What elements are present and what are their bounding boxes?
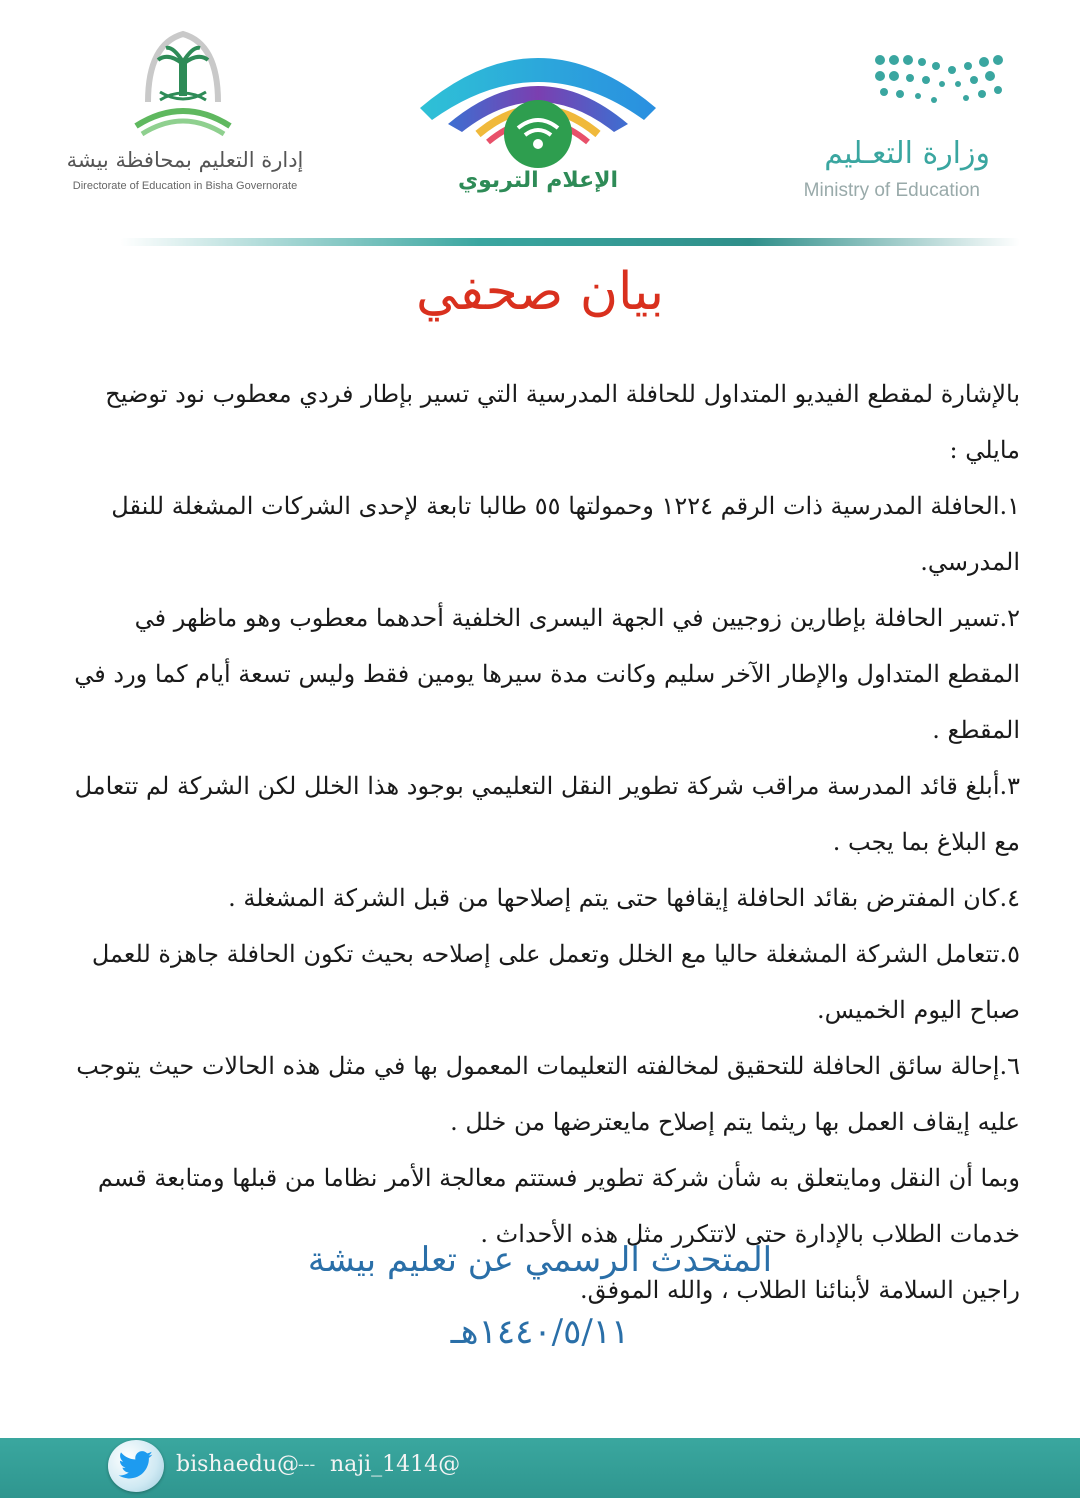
- letterhead: [0, 0, 1080, 250]
- media-eye-wifi-icon: [408, 38, 668, 178]
- footer-handle-bishaedu[interactable]: bishaedu@: [176, 1452, 299, 1477]
- point-2: ٢.تسير الحافلة بإطارين زوجيين في الجهة اليسرى الخلفية أحدهما معطوب وهو ماظهر في المقطع المتداول والإطار الآخر سليم وكانت مدة سيرها يومين فقط وليس تسعة أيام كما ورد في المقطع .: [74, 604, 1020, 744]
- bisha-directorate-logo: [40, 30, 330, 210]
- closing-paragraph: وبما أن النقل ومايتعلق به شأن شركة تطوير فستتم معالجة الأمر نظاما من قبلها ومتابعة قسم خدمات الطلاب بالإدارة حتى لاتتكرر مثل هذه الأحداث .: [97, 1164, 1020, 1248]
- bisha-logo-arabic-text: إدارة التعليم بمحافظة بيشة: [66, 148, 304, 172]
- point-1: ١.الحافلة المدرسية ذات الرقم ١٢٢٤ وحمولتها ٥٥ طالبا تابعة لإحدى الشركات المشغلة للنقل المدرسي.: [111, 492, 1020, 576]
- point-4: ٤.كان المفترض بقائد الحافلة إيقافها حتى يتم إصلاحها من قبل الشركة المشغلة .: [228, 884, 1020, 912]
- educational-media-logo: [408, 38, 668, 213]
- page-title: بيان صحفي: [415, 262, 665, 322]
- footer-separator: ---: [298, 1455, 316, 1474]
- statement-body: [60, 366, 1020, 1318]
- hijri-date: ١٤٤٠/٥/١١هـ: [450, 1312, 630, 1352]
- moe-logo-arabic-text: وزارة التعـليم: [824, 136, 990, 171]
- twitter-badge: [108, 1440, 164, 1492]
- header-divider: [120, 238, 1020, 246]
- twitter-bird-icon: [118, 1450, 154, 1482]
- moe-logo-english-text: Ministry of Education: [803, 180, 980, 201]
- point-3: ٣.أبلغ قائد المدرسة مراقب شركة تطوير النقل التعليمي بوجود هذا الخلل لكن الشركة لم تتعامل مع البلاغ بما يجب .: [74, 772, 1020, 856]
- footer-handle-naji[interactable]: naji_1414@: [330, 1452, 461, 1477]
- moe-dots-icon: [870, 50, 1010, 120]
- point-5: ٥.تتعامل الشركة المشغلة حاليا مع الخلل وتعمل على إصلاحه بحيث تكون الحافلة جاهزة للعمل صباح اليوم الخميس.: [91, 940, 1020, 1024]
- spokesperson-signature: المتحدث الرسمي عن تعليم بيشة: [307, 1240, 773, 1280]
- ministry-of-education-logo: [760, 40, 1010, 210]
- palm-swords-emblem-icon: [128, 30, 238, 140]
- point-6: ٦.إحالة سائق الحافلة للتحقيق لمخالفته التعليمات المعمول بها في مثل هذه الحالات حيث يتوجب عليه إيقاف العمل بها ريثما يتم إصلاح مايعترضها من خلل .: [76, 1052, 1020, 1136]
- wishes-line: راجين السلامة لأبنائنا الطلاب ، والله الموفق.: [579, 1276, 1020, 1304]
- bisha-logo-english-text: Directorate of Education in Bisha Governorate: [72, 180, 298, 192]
- media-logo-text: الإعلام التربوي: [457, 168, 619, 193]
- intro-paragraph: بالإشارة لمقطع الفيديو المتداول للحافلة المدرسية التي تسير بإطار فردي معطوب نود توضيح مايلي :: [105, 380, 1020, 464]
